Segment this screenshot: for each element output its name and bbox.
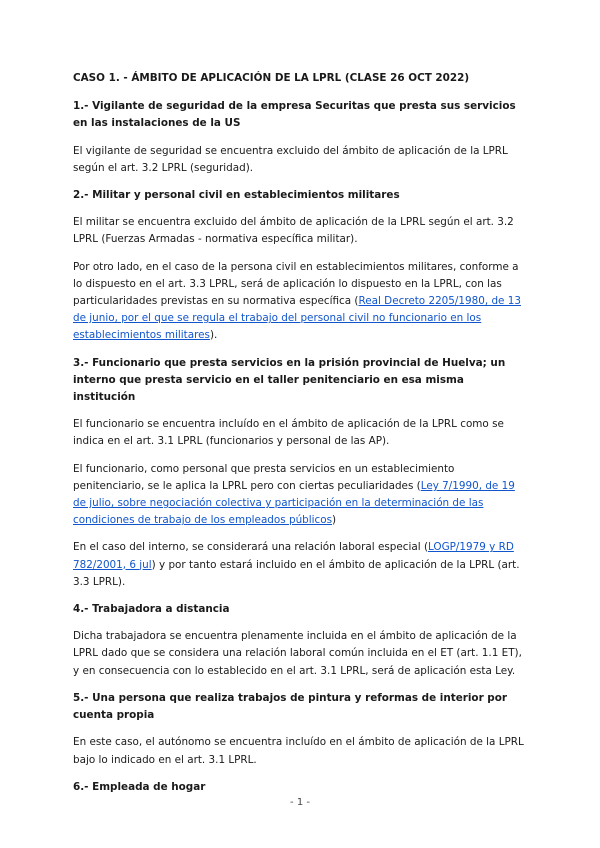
case-paragraph: El militar se encuentra excluido del ámbito de aplicación de la LPRL según el art. 3.2 LPRL (Fuerzas Armadas - normativa específica militar). <box>73 216 514 246</box>
case-paragraph <box>73 461 528 530</box>
document-body <box>73 70 528 806</box>
case-paragraph: Dicha trabajadora se encuentra plenamente incluida en el ámbito de aplicación de la LPRL dado que se considera una relación laboral común incluida en el ET (art. 1.1 ET), y en consecuencia con lo establecido en el art. 3.1 LPRL, será de aplicación esta Ley. <box>73 630 522 677</box>
link-ley-7-1990[interactable]: Ley 7/1990, de 19 de julio, sobre negociación colectiva y participación en la determinación de las condiciones de trabajo de los empleados públicos <box>73 479 515 527</box>
page-number: - 1 - <box>290 797 310 808</box>
paragraph-text: El funcionario, como personal que presta servicios en un establecimiento penitenciario, se le aplica la LPRL pero con ciertas peculiaridades ( <box>73 462 455 492</box>
case-paragraph: En este caso, el autónomo se encuentra incluído en el ámbito de aplicación de la LPRL bajo lo indicado en el art. 3.1 LPRL. <box>73 736 524 766</box>
case-paragraph: El vigilante de seguridad se encuentra excluido del ámbito de aplicación de la LPRL según el art. 3.2 LPRL (seguridad). <box>73 144 508 174</box>
paragraph-text: Por otro lado, en el caso de la persona civil en establecimientos militares, conforme a lo dispuesto en el art. 3.3 LPRL, será de aplicación lo dispuesto en la LPRL, con las particularidades previstas en su normativa específica ( <box>73 260 519 308</box>
paragraph-text: ). <box>209 329 218 342</box>
case-heading-6: 6.- Empleada de hogar <box>73 780 206 793</box>
link-real-decreto-2205-1980[interactable]: Real Decreto 2205/1980, de 13 de junio, por el que se regula el trabajo del personal civil no funcionario en los establecimientos militares <box>73 295 521 342</box>
document-title: CASO 1. - ÁMBITO DE APLICACIÓN DE LA LPRL (CLASE 26 OCT 2022) <box>73 72 470 84</box>
case-heading-1: 1.- Vigilante de seguridad de la empresa Securitas que presta sus servicios en las instalaciones de la US <box>73 100 516 130</box>
case-paragraph: El funcionario se encuentra incluído en el ámbito de aplicación de la LPRL como se indica en el art. 3.1 LPRL (funcionarios y personal de las AP). <box>73 418 504 448</box>
case-heading-2: 2.- Militar y personal civil en establecimientos militares <box>73 189 400 202</box>
paragraph-text: En el caso del interno, se considerará una relación laboral especial ( <box>73 541 428 554</box>
case-heading-5: 5.- Una persona que realiza trabajos de pintura y reformas de interior por cuenta propia <box>73 691 508 722</box>
case-paragraph <box>73 539 528 591</box>
case-paragraph <box>73 259 528 345</box>
paragraph-text: ) <box>332 514 337 527</box>
case-heading-4: 4.- Trabajadora a distancia <box>73 603 230 616</box>
case-heading-3: 3.- Funcionario que presta servicios en la prisión provincial de Huelva; un interno que presta servicio en el taller penitenciario en esa misma institución <box>73 356 506 404</box>
link-logp-1979[interactable]: LOGP/1979 y RD 782/2001, 6 jul <box>73 541 514 571</box>
paragraph-text: ) y por tanto estará incluido en el ámbito de aplicación de la LPRL (art. 3.3 LPRL). <box>73 558 520 588</box>
